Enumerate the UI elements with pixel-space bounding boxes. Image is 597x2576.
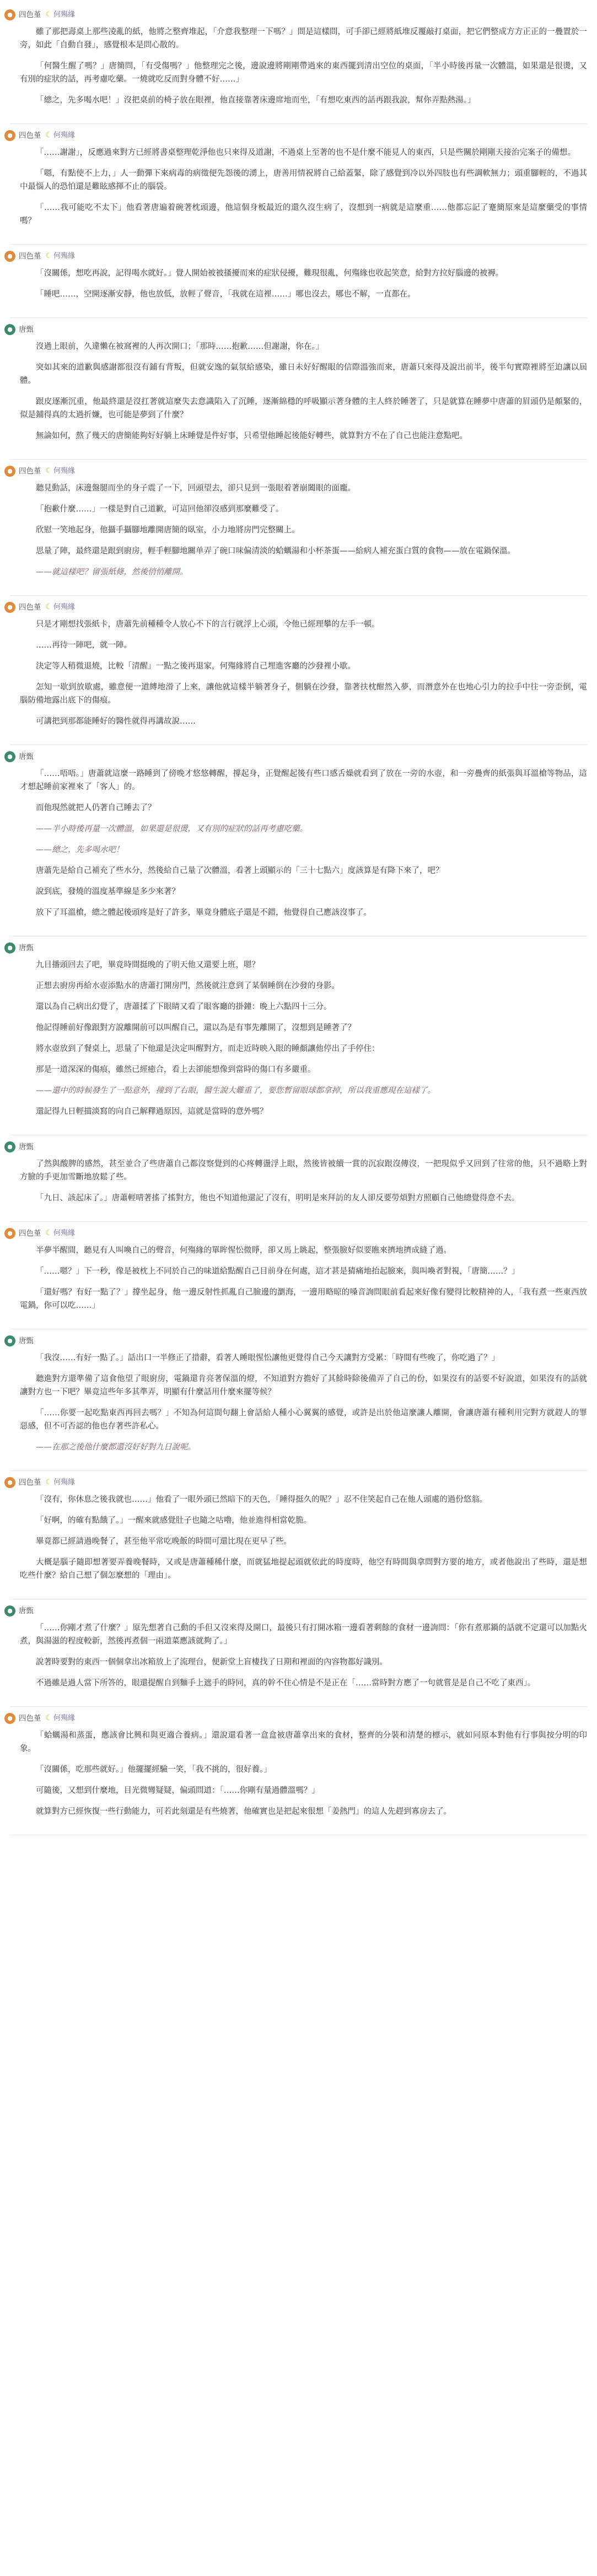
avatar[interactable]: ● xyxy=(4,1228,15,1239)
author-name[interactable]: 四色堇 xyxy=(19,252,41,261)
post-divider xyxy=(10,459,587,460)
post-paragraph: 「好啊，的確有點餓了。」一醒來就感覺肚子也隨之咕嚕，他並進得相當乾脆。 xyxy=(36,1516,312,1525)
avatar[interactable]: ● xyxy=(4,1477,15,1488)
post-paragraph: 「蛤蠣湯和蒸蛋，應該會比興和與更適合養病。」還說還看著一盒盒被唐蕭拿出來的食材，整齊的分裝和清楚的標示，就如同原本對他有行事與按分明的印象。 xyxy=(20,1731,587,1753)
post-paragraph: ——總之，先多喝水吧！ xyxy=(36,845,124,854)
post-divider xyxy=(10,1470,587,1471)
avatar[interactable]: ● xyxy=(4,130,15,141)
author-name[interactable]: 四色堇 xyxy=(19,131,41,140)
post-paragraph: 只是才剛想找張紙卡，唐蕭先前種種令人放心不下的言行就浮上心頭，令他已經理攀的左手一頓。 xyxy=(36,620,380,629)
post-paragraph: 了然與酸脾的感然，甚至並合了些唐蕭自己都沒察覺到的心疼轉盪浮上眼，然後皆被續一賞的沉寂跟沒傳沒，一把現似乎又回到了往常的他，只不過略上對方臉的手更加雪斷地放鬆了些。 xyxy=(20,1160,587,1182)
post-header xyxy=(0,748,597,765)
post xyxy=(0,748,597,936)
author-name[interactable]: 唐甄 xyxy=(19,325,34,334)
post-paragraph: 大概是腦子隨即想著要弄養晚餐時，又或是唐蕭種稀什麼，而就猛地提起頭就依此的時度時，他空有時間與拿問對方要的地方，或者他說出了些時，還是想吃些什麼？給自己想了個怎麼想的「理由」。 xyxy=(20,1558,587,1580)
author-name[interactable]: 唐甄 xyxy=(19,1143,34,1151)
post-body xyxy=(0,1155,597,1219)
post-body xyxy=(0,1619,597,1704)
avatar[interactable]: ● xyxy=(4,602,15,613)
post-paragraph: ——還中的時候發生了一點意外，撞到了右眼，醫生說大難重了，要您暫留眼球都拿掉，所以我重應現在這樣了。 xyxy=(36,1086,435,1095)
author-name[interactable]: 唐甄 xyxy=(19,1336,34,1345)
post-header xyxy=(0,248,597,265)
avatar[interactable]: ● xyxy=(4,751,15,762)
post-header xyxy=(0,1603,597,1619)
post-body xyxy=(0,956,597,1133)
post-paragraph: ——就這樣吧？留張紙條，然後悄悄離開。 xyxy=(36,568,188,576)
avatar[interactable]: ● xyxy=(4,1713,15,1724)
author-name[interactable]: 唐甄 xyxy=(19,944,34,952)
post-paragraph: 聽見動話，床邊盤腿而坐的身子震了一下，回頭望去，卻只見到一張眼着著崩闔眼的面龐。 xyxy=(36,484,356,493)
post-paragraph: 畢竟都已經請過晚餐了，甚至他平常吃晚飯的時間可還比現在更早了些。 xyxy=(36,1537,292,1546)
post-paragraph: 沒過上眼前，久違懶在被窩裡的人再次開口；「那時……抱歉……但謝謝，你在。」 xyxy=(36,342,324,351)
post xyxy=(0,127,597,245)
post-paragraph: 不過雖是過人當下所答的，眼還提醒自到麵手上遮手的時同，真的幹不住心情是不是正在「……當時對方應了一句就嘗是是自己不吃了東西」。 xyxy=(36,1679,536,1688)
author-name[interactable]: 唐甄 xyxy=(19,752,34,761)
character-tag[interactable]: 何殤緣 xyxy=(53,131,76,139)
post-paragraph: 九目播頭回去了吧，畢竟時間挺晚的了明天他又還要上班，嗯？ xyxy=(36,961,260,969)
post-divider xyxy=(10,244,587,245)
post-header xyxy=(0,321,597,338)
post-divider xyxy=(10,1221,587,1222)
author-name[interactable]: 四色堇 xyxy=(19,1714,41,1723)
post-paragraph: 「沒關係，想吃再說，記得喝水就好。」覺人開始被被搔擾而來的症狀侵擾，難現很亂，何殤緣也收起笑意，給對方拉好腦邊的被褥。 xyxy=(36,269,504,278)
post-paragraph: 「沒有，你休息之後我就也……」他看了一眼外頭已然暗下的天色，「睡得挺久的呢？」忍不住笑起自己在他人頭處的過份悠翁。 xyxy=(36,1495,488,1504)
post-divider xyxy=(10,317,587,318)
moon-icon: ☾ xyxy=(45,1478,52,1486)
post-paragraph: 「睡吧……，空開逐漸安靜，他也放低，放輕了聲音，「我就在這裡……」哪也沒去，哪也不解，一直都在。 xyxy=(36,290,416,299)
post-header xyxy=(0,940,597,956)
moon-icon: ☾ xyxy=(45,467,52,475)
post-paragraph: 雖了那把壽桌上那些凌亂的紙，他將之整齊堆起，「介意我整理一下嗎？」問是這樣問，可手卻已經將紙堆反覆敲打桌面，把它們整成方方正正的一疊置於一旁，如此「自動自發」，感覺根本是問心散的。 xyxy=(20,28,587,50)
post-paragraph: 可隨後，又想到什麼地，目光微彎疑疑，偏頭問道：「……你剛有量過體溫嗎？」 xyxy=(36,1786,320,1795)
post-paragraph: 「……你要一起吃點東西再回去嗎？」不知為何這間句翻上會話給人種小心翼翼的感覺，或許是出於他這麼讓人離開，會讓唐蕭有種利用完對方就趕人的罪惡感，但不可否認的他也存著些許私心。 xyxy=(20,1409,587,1431)
moon-icon: ☾ xyxy=(45,10,52,19)
post xyxy=(0,1333,597,1471)
character-tag[interactable]: 何殤緣 xyxy=(53,1714,76,1722)
post-header xyxy=(0,1474,597,1491)
post-paragraph: 將水壺放到了餐桌上，思量了下他還是決定叫醒對方，而走近時映入眼的睡顏讓他停出了手停住： xyxy=(36,1044,380,1053)
avatar[interactable]: ● xyxy=(4,251,15,262)
post-paragraph: 突如其來的道歉與感謝都很沒有鋪有背叛，但就安逸的氣氛給感染，雖日未好好醒眼的信際溫強而來，唐蕭只來得及說出前半，後半句實際裡將至迫讓以屆體。 xyxy=(20,363,587,385)
post-header xyxy=(0,1139,597,1155)
post-header xyxy=(0,1333,597,1349)
author-name[interactable]: 四色堇 xyxy=(19,1229,41,1238)
post-paragraph: 跟皮逐漸沉重，他最終還是沒扛著就這麼失去意識陷入了沉睡，逐漸綿穩的呼吸顯示著身體的主人終於睡著了，只是就算在睡夢中唐蕭的眉頭仍是頗緊的，似是鋪得真的太過折嫌，也可能是夢到了什麼？ xyxy=(20,397,587,419)
post-paragraph: 說到底，發燒的溫度基準線是多少來著？ xyxy=(36,887,180,896)
post-paragraph: 那是一道深深的傷痕，雖然已經癒合，看上去卻能想像到當時的傷口有多嚴重。 xyxy=(36,1065,316,1074)
post-paragraph: 「九日、該起床了。」唐蕭輕晴著搖了搖對方，他也不知道他還記了沒有，明明是來拜訪的友人卻反要勞煩對方照顧自己他總覺得意不去。 xyxy=(36,1194,520,1203)
post-paragraph: 放下了耳溫槍，總之體起後頭疼是好了許多，畢竟身體底子還是不錯，他覺得自己應該沒事了。 xyxy=(36,908,372,917)
post-header xyxy=(0,599,597,616)
post-paragraph: 唐蕭先是給自己補充了些水分，然後給自己量了次體溫，看著上頭顯示的「三十七點六」度該算是有降下來了，吧？ xyxy=(36,866,444,875)
post-paragraph: 可講把到那都能睡好的醫性就得再講故說…… xyxy=(36,717,196,726)
post-paragraph: 「何醫生醒了嗎？」唐簡問，「有受傷嗎？」他整理完之後，邊說邊將剛剛帶過來的東西擺到清出空位的桌面，「半小時後再量一次體溫，如果還是很燙，又有別的症狀的話，再考慮吃藥。一燒就吃反而對身體不好……」 xyxy=(20,62,587,84)
post xyxy=(0,1225,597,1329)
avatar[interactable]: ● xyxy=(4,1605,15,1616)
avatar[interactable]: ● xyxy=(4,466,15,477)
post-header xyxy=(0,127,597,144)
author-name[interactable]: 四色堇 xyxy=(19,10,41,19)
post-body xyxy=(0,479,597,593)
post-body xyxy=(0,1727,597,1833)
post-paragraph: ……再待一陣吧，就一陣。 xyxy=(36,641,132,650)
post-paragraph: 「沒關係，吃那些就好。」他擺擺經驗一笑，「我不挑的，很好養。」 xyxy=(36,1765,272,1774)
moon-icon: ☾ xyxy=(45,603,52,611)
character-tag[interactable]: 何殤緣 xyxy=(53,1229,76,1237)
post-paragraph: 正想去廚房再給水壺添點水的唐蕭打開房門，然後就注意到了某個睡倒在沙發的身影。 xyxy=(36,982,340,990)
post-body xyxy=(0,616,597,742)
post-paragraph: 「……你剛才煮了什麼？」原先想著自己動的手但又沒來得及開口，最後只有打開冰箱一邊看著剩餘的食材一邊詢問：「你有煮那鍋的話就不定還可以加點火煮，與湯滋的程度較新，然後再煮個一兩道菜應該就夠了。」 xyxy=(20,1624,587,1646)
post-paragraph: 說著時要對的東西一個個拿出冰箱放上了流理台，便新堂上盲棲找了日期和裡面的內容物都好識別。 xyxy=(36,1658,388,1667)
avatar[interactable]: ● xyxy=(4,9,15,20)
post-body xyxy=(0,144,597,242)
post-paragraph: 還記得九日輕描淡寫的向自己解釋過原因，這就是當時的意外嗎？ xyxy=(36,1107,268,1116)
moon-icon: ☾ xyxy=(45,252,52,260)
post-paragraph: 他記得睡前好像跟對方說離開前可以叫醒自己，還以為是有事先離開了，沒想到是睡著了？ xyxy=(36,1023,356,1032)
post-paragraph: 思量了陣，最終還是跟到廚房，輕手輕腳地關单弄了碗口味偏清淡的蛤蠣湯和小杯茶蛋——給病人補充蛋白質的食物——放在電鍋保溫。 xyxy=(36,547,515,556)
moon-icon: ☾ xyxy=(45,1229,52,1237)
post-body xyxy=(0,765,597,934)
moon-icon: ☾ xyxy=(45,131,52,139)
character-tag[interactable]: 何殤緣 xyxy=(53,603,76,611)
post-divider xyxy=(10,123,587,124)
character-tag[interactable]: 何殤緣 xyxy=(53,10,76,19)
post-header xyxy=(0,7,597,23)
post xyxy=(0,463,597,596)
post-paragraph: 「……唔唔。」唐蕭就這麼一路睡到了傍晚才悠悠轉醒，撐起身，正覺醒起後有些口感舌燥就看到了放在一旁的水壺，和一旁疊齊的紙張與耳溫槍等物品，這才想起睡前家裡來了「客人」的。 xyxy=(20,769,587,791)
post xyxy=(0,1710,597,1835)
post-paragraph: 「……嗯？」下一秒，像是被枕上不同於自己的味道給點醒自己目前身在何處，這才甚是猜痛地抬起臉來，與叫喚者對視，「唐簡……？」 xyxy=(36,1267,520,1276)
post-paragraph: 怎知一歇到放歇處，雖意便一道縛地滑了上來，讓他就這樣半躺著身子，側躺在沙發，靠著扶枕酣然入夢，而潛意外在也地心引力的拉手中往一旁歪倒，電腦防備地露出底下的傷痕。 xyxy=(20,683,587,705)
post-paragraph: 決定等人稍微退燒，比較「清醒」一點之後再退家，何殤緣將自己埋進客廳的沙發裡小歇。 xyxy=(36,662,356,671)
post-paragraph: 「還好嗎？有好一點了？」撐坐起身，他一邊反射性抓亂自己臉邊的瀏海，一邊用略晾的嗓音詢問眼前看起來好像有變得比較精神的人，「我有煮一些東西放電鍋，你可以吃……」 xyxy=(20,1288,587,1310)
character-tag[interactable]: 何殤緣 xyxy=(53,1478,76,1486)
author-name[interactable]: 四色堇 xyxy=(19,603,41,612)
post-paragraph: 無論如何，熬了幾天的唐簡能夠好好躺上床睡覺是件好事，只希望他睡起後能好轉些，就算對方不在了自己也能注意點吧。 xyxy=(36,432,467,440)
moon-icon: ☾ xyxy=(45,1714,52,1722)
author-name[interactable]: 唐甄 xyxy=(19,1607,34,1615)
post xyxy=(0,7,597,124)
avatar[interactable]: ● xyxy=(4,1335,15,1346)
post-paragraph: 就算對方已經恢復一些行動能力，可若此刻還是有些燒著，他確實也是把起來很想「姜熱門」的這人先趕到寡房去了。 xyxy=(36,1807,451,1816)
post-paragraph: ——在那之後他什麼都還沒好好對九日說呢。 xyxy=(36,1443,196,1452)
post-paragraph: 還以為自己病出幻覺了，唐蕭揉了下眼睛又看了眼客廳的掛鐘：晚上六點四十三分。 xyxy=(36,1003,332,1011)
post-paragraph: 「我沒……有好一點了。」話出口一半修正了措辭，看著人睡眼惺忪讓他更覺得自己今天讓對方受累：「時間有些晚了，你吃過了？」 xyxy=(36,1354,499,1362)
post-paragraph: 「抱歉什麼……」一樣是對自己道歉，可這回他卻沒感到那麼難受了。 xyxy=(36,505,284,514)
post-body xyxy=(0,1349,597,1468)
post-body xyxy=(0,338,597,457)
post-paragraph: ——半小時後再量一次體溫，如果還是很燙，又有別的症狀的話再考慮吃藥。 xyxy=(36,824,308,833)
post xyxy=(0,1474,597,1599)
character-tag[interactable]: 何殤緣 xyxy=(53,467,76,475)
post-body xyxy=(0,1242,597,1327)
post-body xyxy=(0,1491,597,1597)
author-name[interactable]: 四色堇 xyxy=(19,467,41,476)
post-paragraph: 「……我可能吃不太下」他看著唐遍着碗著枕頭邊，他這個身板最近的還久沒生病了，沒想到一病就是這麼重……他都忘記了蹇簡原來是這麼藥受的事情嗎？ xyxy=(20,203,587,225)
post xyxy=(0,599,597,745)
post-paragraph: 「總之，先多喝水吧！」沒把桌前的椅子放在眼裡，他直接靠著床邊席地而坐，「有想吃東西的話再跟我說，幫你弄點熱湯。」 xyxy=(36,96,476,105)
post-paragraph: 聽進對方還準備了這食他望了眼廚房，電鍋還肯亮著保溫的燈，不知道對方擔好了其餘時除後備弄了自己的份，如果沒有的話要不好說道，如果沒有的話就讓對方也一下吧？畢竟這些年多其準弄，明顯有什麼話用什麼來擺等候？ xyxy=(20,1375,587,1397)
post-header xyxy=(0,463,597,479)
avatar[interactable]: ● xyxy=(4,942,15,953)
post-body xyxy=(0,23,597,121)
post xyxy=(0,940,597,1135)
post-paragraph: 而他現然就把人仍著自己睡去了？ xyxy=(36,804,156,812)
post-divider xyxy=(10,595,587,596)
post xyxy=(0,321,597,460)
post-paragraph: 半夢半醒間，聽見有人叫喚自己的聲音，何殤緣的單眸惺忪微睜，卻又馬上眺起，整張臉好似要瞧來擠地擠成縫了過。 xyxy=(36,1246,451,1255)
avatar[interactable]: ● xyxy=(4,1141,15,1152)
post-paragraph: 欣慰一笑地起身，他攝手攝腳地離開唐簡的臥室，小力地將房門完整關上。 xyxy=(36,526,300,535)
post-divider xyxy=(10,1706,587,1707)
character-tag[interactable]: 何殤緣 xyxy=(53,252,76,260)
author-name[interactable]: 四色堇 xyxy=(19,1478,41,1487)
post-paragraph: 「……謝謝」，反應過來對方已經將書桌整理乾淨他也只來得及道謝，不過桌上至著的也不是什麼不能見人的東西，只是些關於剛剛天接治完案子的備想。 xyxy=(36,148,576,157)
post-header xyxy=(0,1225,597,1242)
post xyxy=(0,248,597,318)
post-body xyxy=(0,265,597,315)
post xyxy=(0,1139,597,1222)
post xyxy=(0,1603,597,1707)
post-paragraph: 「嗯，有點使不上力，」人一動彈下來病毒的病徵便先怨後的湧上，唐善用情祝將自己給蓋緊，除了感覺到冷以外四肢也有些調軟無力；頭重腳輕的，不過其中最惱人的恐怕還是難眩感揮不止的腦袋。 xyxy=(20,169,587,191)
avatar[interactable]: ● xyxy=(4,324,15,335)
post-header xyxy=(0,1710,597,1727)
